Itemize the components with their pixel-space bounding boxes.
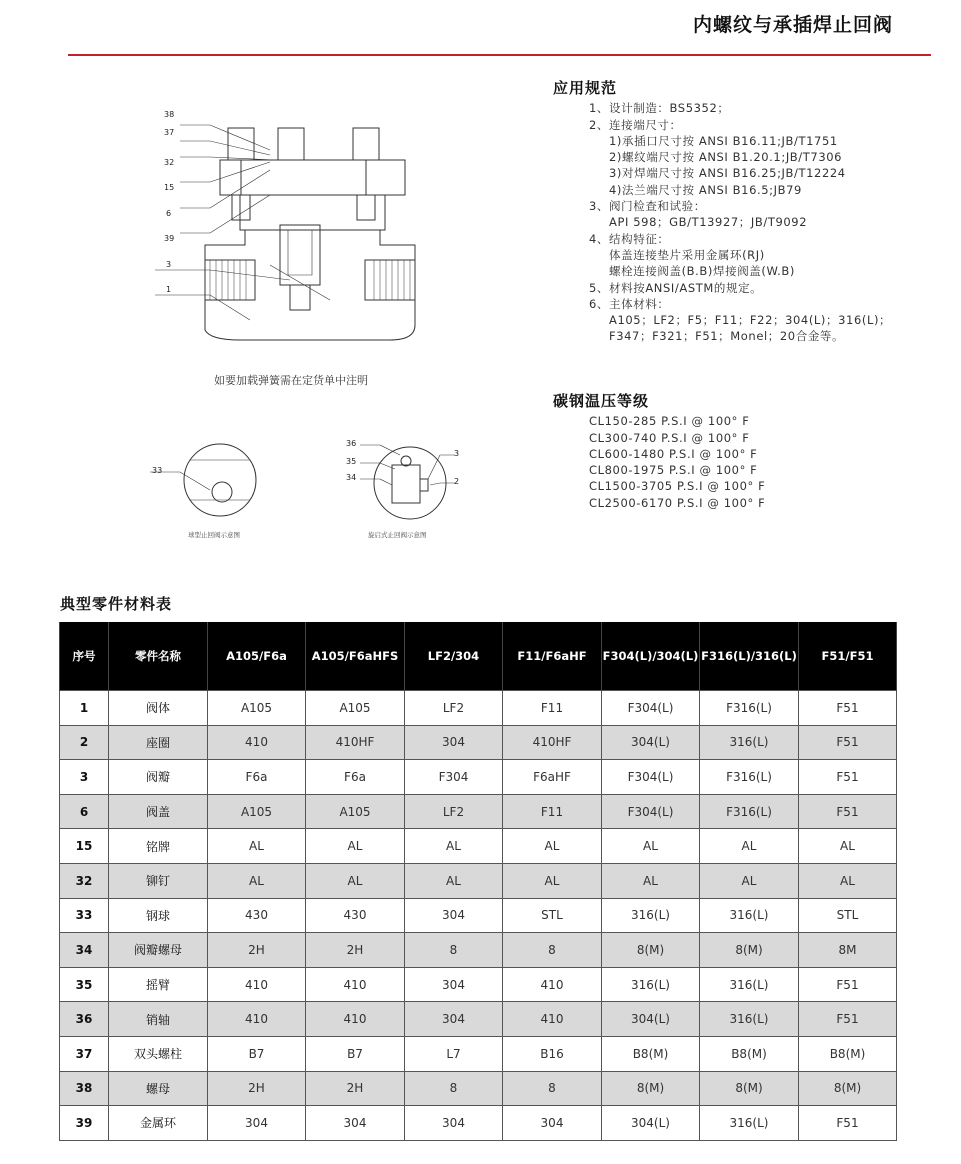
- callout-2: 2: [454, 477, 460, 486]
- callout-39: 39: [164, 234, 175, 243]
- material-cell: 2H: [208, 933, 306, 968]
- material-cell: AL: [208, 863, 306, 898]
- callout-34: 34: [346, 473, 357, 482]
- header-cell: F316(L)/316(L): [700, 622, 799, 691]
- material-cell: 304: [405, 898, 503, 933]
- material-cell: 304: [306, 1106, 405, 1141]
- table-row: [60, 933, 897, 968]
- table-row: [60, 691, 897, 726]
- material-cell: AL: [405, 863, 503, 898]
- callout-1: 1: [166, 285, 172, 294]
- spec-line: 3)对焊端尺寸按 ANSI B16.25;JB/T12224: [609, 166, 846, 181]
- rating-line: CL1500-3705 P.S.I @ 100° F: [589, 479, 766, 494]
- table-row: [60, 1002, 897, 1037]
- material-cell: 8(M): [799, 1071, 897, 1106]
- material-cell: 8: [405, 933, 503, 968]
- part-name-cell: 阀瓣螺母: [109, 933, 208, 968]
- part-number-cell: 37: [60, 1036, 109, 1071]
- spec-line: 体盖连接垫片采用金属环(RJ): [609, 247, 765, 262]
- material-cell: A105: [208, 691, 306, 726]
- table-row: [60, 967, 897, 1002]
- callout-33: 33: [152, 466, 163, 475]
- material-cell: B8(M): [602, 1036, 700, 1071]
- material-cell: 8: [503, 933, 602, 968]
- material-cell: F51: [799, 794, 897, 829]
- callout-3: 3: [166, 260, 172, 269]
- material-cell: 410: [503, 967, 602, 1002]
- part-name-cell: 钢球: [109, 898, 208, 933]
- material-cell: L7: [405, 1036, 503, 1071]
- material-cell: F6a: [306, 760, 405, 795]
- material-cell: F316(L): [700, 794, 799, 829]
- rating-line: CL300-740 P.S.I @ 100° F: [589, 430, 750, 445]
- table-row: [60, 829, 897, 864]
- rating-line: CL800-1975 P.S.I @ 100° F: [589, 463, 758, 478]
- material-cell: A105: [208, 794, 306, 829]
- valve-section-drawing: [150, 100, 480, 400]
- material-cell: 304(L): [602, 1002, 700, 1037]
- material-cell: 304: [405, 1106, 503, 1141]
- material-cell: F51: [799, 725, 897, 760]
- material-cell: F316(L): [700, 691, 799, 726]
- part-name-cell: 金属环: [109, 1106, 208, 1141]
- spec-line: 螺栓连接阀盖(B.B)焊接阀盖(W.B): [609, 264, 795, 279]
- title-divider: [68, 54, 931, 56]
- material-cell: STL: [503, 898, 602, 933]
- part-name-cell: 销轴: [109, 1002, 208, 1037]
- material-cell: LF2: [405, 691, 503, 726]
- header-cell: F51/F51: [799, 622, 897, 691]
- material-cell: 304: [208, 1106, 306, 1141]
- material-cell: F304(L): [602, 691, 700, 726]
- material-cell: AL: [306, 863, 405, 898]
- part-number-cell: 32: [60, 863, 109, 898]
- part-name-cell: 螺母: [109, 1071, 208, 1106]
- material-cell: F304: [405, 760, 503, 795]
- material-cell: AL: [799, 863, 897, 898]
- part-number-cell: 33: [60, 898, 109, 933]
- material-cell: F6aHF: [503, 760, 602, 795]
- part-name-cell: 铆钉: [109, 863, 208, 898]
- part-number-cell: 34: [60, 933, 109, 968]
- material-cell: 410HF: [306, 725, 405, 760]
- material-cell: F51: [799, 691, 897, 726]
- material-cell: F51: [799, 1002, 897, 1037]
- rating-line: CL150-285 P.S.I @ 100° F: [589, 414, 750, 429]
- material-cell: F51: [799, 760, 897, 795]
- callout-32: 32: [164, 158, 175, 167]
- material-cell: F6a: [208, 760, 306, 795]
- table-row: [60, 863, 897, 898]
- rating-heading: 碳钢温压等级: [553, 392, 650, 410]
- page-title: 内螺纹与承插焊止回阀: [692, 14, 893, 36]
- material-cell: 8(M): [700, 933, 799, 968]
- material-cell: AL: [602, 863, 700, 898]
- ball-check-caption: 球型止回阀示意图: [188, 531, 240, 539]
- part-name-cell: 摇臂: [109, 967, 208, 1002]
- spec-line: 4、结构特征：: [589, 231, 670, 246]
- material-cell: 316(L): [602, 967, 700, 1002]
- spec-line: 5、材料按ANSI/ASTM的规定。: [589, 280, 763, 295]
- callout-6: 6: [166, 209, 172, 218]
- material-cell: AL: [503, 829, 602, 864]
- table-header-row: [60, 622, 897, 691]
- rating-line: CL2500-6170 P.S.I @ 100° F: [589, 495, 766, 510]
- part-number-cell: 39: [60, 1106, 109, 1141]
- part-number-cell: 35: [60, 967, 109, 1002]
- table-row: [60, 1036, 897, 1071]
- material-cell: 410: [503, 1002, 602, 1037]
- material-cell: F51: [799, 1106, 897, 1141]
- material-cell: 316(L): [602, 898, 700, 933]
- material-cell: A105: [306, 794, 405, 829]
- spec-line: 2、连接端尺寸：: [589, 117, 682, 132]
- header-cell: A105/F6a: [208, 622, 306, 691]
- header-cell: F304(L)/304(L): [602, 622, 700, 691]
- material-cell: F304(L): [602, 760, 700, 795]
- table-row: [60, 725, 897, 760]
- material-cell: B7: [306, 1036, 405, 1071]
- material-cell: 410: [306, 967, 405, 1002]
- callout-15: 15: [164, 183, 175, 192]
- material-cell: AL: [602, 829, 700, 864]
- material-cell: 304: [503, 1106, 602, 1141]
- material-cell: 316(L): [700, 1002, 799, 1037]
- part-name-cell: 双头螺柱: [109, 1036, 208, 1071]
- spec-line: API 598；GB/T13927；JB/T9092: [609, 215, 808, 230]
- part-name-cell: 座圈: [109, 725, 208, 760]
- header-cell: 序号: [60, 622, 109, 691]
- table-row: [60, 794, 897, 829]
- material-cell: B8(M): [799, 1036, 897, 1071]
- material-cell: 8M: [799, 933, 897, 968]
- material-cell: 8(M): [602, 1071, 700, 1106]
- spec-line: 4)法兰端尺寸按 ANSI B16.5;JB79: [609, 182, 802, 197]
- table-row: [60, 760, 897, 795]
- header-cell: F11/F6aHF: [503, 622, 602, 691]
- callout-36: 36: [346, 439, 357, 448]
- material-cell: 410HF: [503, 725, 602, 760]
- material-cell: F11: [503, 794, 602, 829]
- part-number-cell: 36: [60, 1002, 109, 1037]
- material-cell: AL: [700, 863, 799, 898]
- callout-35: 35: [346, 457, 357, 466]
- material-cell: 410: [208, 725, 306, 760]
- part-number-cell: 38: [60, 1071, 109, 1106]
- material-cell: 304: [405, 725, 503, 760]
- part-number-cell: 6: [60, 794, 109, 829]
- material-cell: B16: [503, 1036, 602, 1071]
- spec-line: 2)螺纹端尺寸按 ANSI B1.20.1;JB/T7306: [609, 150, 843, 165]
- part-number-cell: 2: [60, 725, 109, 760]
- table-row: [60, 898, 897, 933]
- header-cell: LF2/304: [405, 622, 503, 691]
- material-cell: F304(L): [602, 794, 700, 829]
- part-name-cell: 铭牌: [109, 829, 208, 864]
- material-cell: 430: [306, 898, 405, 933]
- table-row: [60, 1071, 897, 1106]
- material-cell: 304: [405, 967, 503, 1002]
- material-cell: 304(L): [602, 725, 700, 760]
- material-cell: F51: [799, 967, 897, 1002]
- material-cell: 8: [503, 1071, 602, 1106]
- ball-check-detail: [140, 430, 270, 540]
- material-cell: B8(M): [700, 1036, 799, 1071]
- material-cell: LF2: [405, 794, 503, 829]
- material-cell: B7: [208, 1036, 306, 1071]
- material-cell: AL: [700, 829, 799, 864]
- material-cell: AL: [208, 829, 306, 864]
- material-cell: 304(L): [602, 1106, 700, 1141]
- header-cell: A105/F6aHFS: [306, 622, 405, 691]
- callout-3b: 3: [454, 449, 460, 458]
- material-cell: A105: [306, 691, 405, 726]
- spec-heading: 应用规范: [553, 79, 618, 97]
- part-name-cell: 阀体: [109, 691, 208, 726]
- rating-line: CL600-1480 P.S.I @ 100° F: [589, 446, 758, 461]
- part-number-cell: 15: [60, 829, 109, 864]
- material-cell: AL: [503, 863, 602, 898]
- material-cell: 316(L): [700, 967, 799, 1002]
- material-cell: 410: [208, 967, 306, 1002]
- material-cell: AL: [405, 829, 503, 864]
- spec-line: F347；F321；F51；Monel；20合金等。: [609, 329, 845, 344]
- pressure-rating: [553, 393, 923, 511]
- parts-material-table: [59, 622, 897, 1141]
- material-cell: AL: [306, 829, 405, 864]
- material-cell: 316(L): [700, 898, 799, 933]
- spec-line: 6、主体材料：: [589, 296, 670, 311]
- part-number-cell: 3: [60, 760, 109, 795]
- part-name-cell: 阀盖: [109, 794, 208, 829]
- material-cell: AL: [799, 829, 897, 864]
- material-cell: 2H: [306, 1071, 405, 1106]
- material-cell: 8(M): [602, 933, 700, 968]
- material-cell: 2H: [306, 933, 405, 968]
- material-cell: 8(M): [700, 1071, 799, 1106]
- table-row: [60, 1106, 897, 1141]
- callout-37: 37: [164, 128, 175, 137]
- application-spec: [553, 80, 923, 345]
- material-cell: 8: [405, 1071, 503, 1106]
- material-cell: F11: [503, 691, 602, 726]
- spec-line: 3、阀门检查和试验：: [589, 199, 706, 214]
- material-cell: F316(L): [700, 760, 799, 795]
- material-cell: 316(L): [700, 1106, 799, 1141]
- spec-line: 1)承插口尺寸按 ANSI B16.11;JB/T1751: [609, 133, 838, 148]
- material-cell: 430: [208, 898, 306, 933]
- material-cell: STL: [799, 898, 897, 933]
- material-cell: 304: [405, 1002, 503, 1037]
- part-number-cell: 1: [60, 691, 109, 726]
- material-cell: 410: [208, 1002, 306, 1037]
- part-name-cell: 阀瓣: [109, 760, 208, 795]
- table-title: 典型零件材料表: [60, 595, 173, 613]
- material-cell: 410: [306, 1002, 405, 1037]
- spec-line: 1、设计制造：BS5352；: [589, 101, 730, 116]
- spec-line: A105；LF2；F5；F11；F22；304(L)；316(L)；: [609, 313, 892, 328]
- material-cell: 316(L): [700, 725, 799, 760]
- swing-check-detail: [340, 435, 470, 540]
- drawing-note: 如要加载弹簧需在定货单中注明: [214, 374, 368, 387]
- swing-check-caption: 旋启式止回阀示意图: [368, 531, 427, 539]
- header-cell: 零件名称: [109, 622, 208, 691]
- material-cell: 2H: [208, 1071, 306, 1106]
- callout-38: 38: [164, 110, 175, 119]
